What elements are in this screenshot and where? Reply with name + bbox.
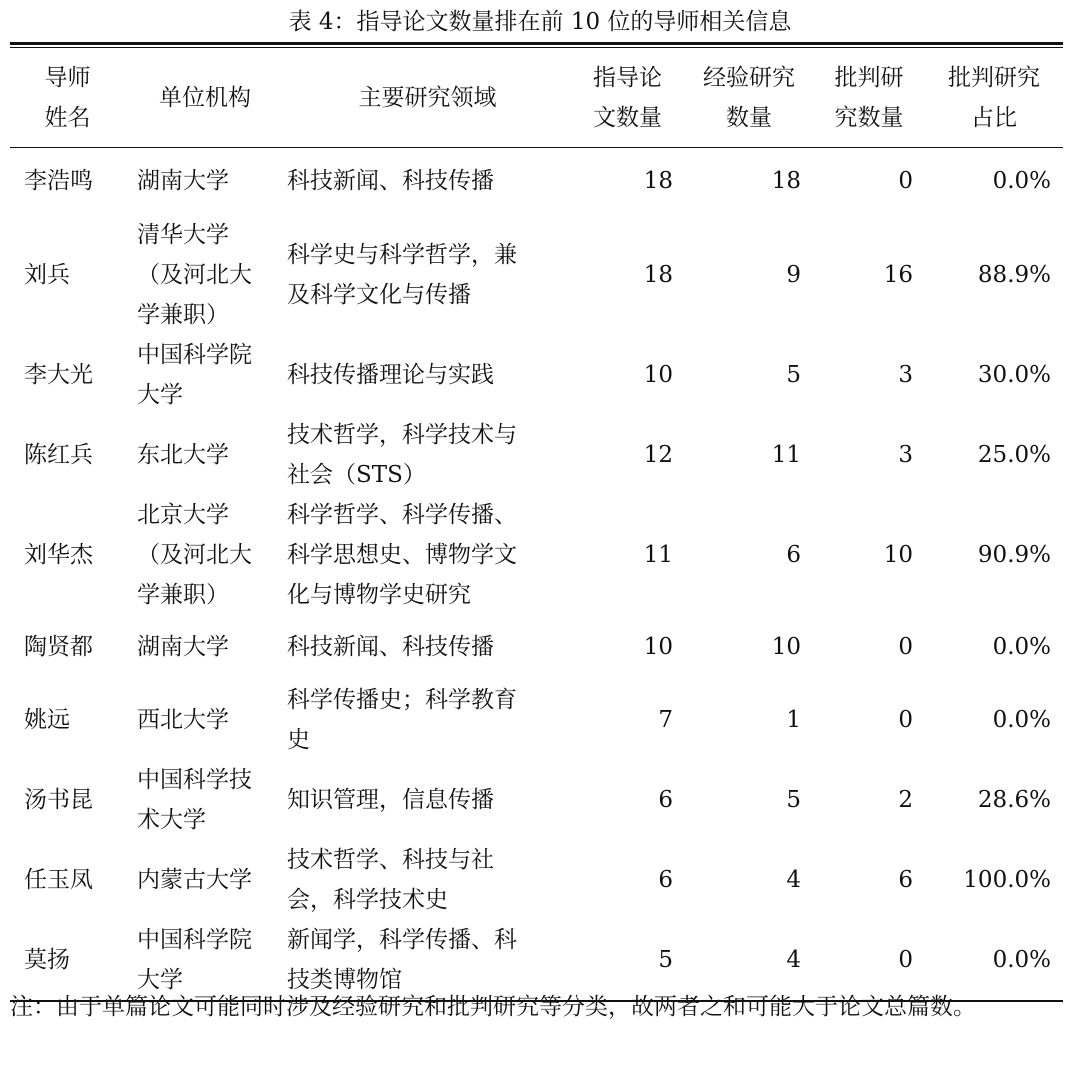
research-field: 科学哲学、科学传播、科学思想史、博物学文化与博物学史研究 — [287, 501, 517, 608]
institution: 中国科学院大学 — [137, 926, 252, 993]
table-row — [10, 215, 1063, 335]
table-title: 表 4：指导论文数量排在前 10 位的导师相关信息 — [288, 9, 792, 35]
research-field: 知识管理，信息传播 — [287, 786, 494, 813]
header-ratio: 批判研究占比 — [947, 64, 1040, 131]
critical-count: 10 — [883, 541, 913, 568]
table-row — [10, 680, 1063, 760]
paper-count: 7 — [658, 706, 673, 733]
advisor-name: 陶贤都 — [24, 634, 93, 660]
critical-ratio: 30.0% — [977, 361, 1051, 388]
institution: 东北大学 — [137, 441, 229, 468]
critical-ratio: 0.0% — [992, 946, 1051, 973]
paper-count: 12 — [643, 441, 673, 468]
advisor-name: 刘华杰 — [24, 541, 93, 568]
empirical-count: 10 — [771, 634, 801, 660]
header-unit: 单位机构 — [159, 84, 251, 111]
critical-count: 0 — [898, 946, 913, 973]
critical-ratio: 0.0% — [992, 168, 1051, 195]
paper-count: 10 — [643, 361, 673, 388]
critical-count: 16 — [883, 261, 913, 288]
empirical-count: 6 — [786, 541, 801, 568]
research-field: 科技新闻、科技传播 — [287, 168, 494, 195]
advisor-name: 李浩鸣 — [24, 168, 93, 195]
table-row — [10, 148, 1063, 215]
paper-count: 10 — [643, 634, 673, 660]
research-field: 技术哲学，科学技术与社会（STS） — [287, 421, 517, 488]
empirical-count: 9 — [786, 261, 801, 288]
table-row — [10, 335, 1063, 415]
critical-ratio: 88.9% — [977, 261, 1051, 288]
advisor-name: 莫扬 — [24, 946, 70, 973]
critical-ratio: 0.0% — [992, 706, 1051, 733]
advisor-name: 姚远 — [24, 706, 70, 733]
institution: 西北大学 — [137, 706, 229, 733]
advisor-name: 李大光 — [24, 361, 93, 388]
header-field: 主要研究领域 — [358, 84, 497, 111]
empirical-count: 4 — [786, 946, 801, 973]
paper-count: 6 — [658, 866, 673, 893]
institution: 清华大学（及河北大学兼职） — [137, 221, 252, 328]
critical-ratio: 0.0% — [992, 634, 1051, 660]
institution: 湖南大学 — [137, 634, 229, 660]
research-field: 科技传播理论与实践 — [287, 361, 494, 388]
research-field: 新闻学，科学传播、科技类博物馆 — [287, 926, 517, 993]
paper-count: 18 — [643, 168, 673, 195]
critical-ratio: 100.0% — [963, 866, 1051, 893]
top-rule — [10, 42, 1063, 45]
paper-count: 11 — [643, 541, 673, 568]
table-row — [10, 615, 1063, 680]
critical-count: 0 — [898, 168, 913, 195]
institution: 内蒙古大学 — [137, 866, 252, 893]
research-field: 科学传播史；科学教育史 — [287, 686, 517, 753]
critical-count: 2 — [898, 786, 913, 813]
empirical-count: 5 — [786, 361, 801, 388]
table-row — [10, 840, 1063, 920]
critical-ratio: 90.9% — [977, 541, 1051, 568]
table-row — [10, 760, 1063, 840]
critical-ratio: 28.6% — [977, 786, 1051, 813]
empirical-count: 4 — [786, 866, 801, 893]
research-field: 技术哲学、科技与社会，科学技术史 — [287, 846, 494, 913]
header-papers: 指导论文数量 — [592, 64, 662, 131]
table-row — [10, 495, 1063, 615]
header-critical: 批判研究数量 — [834, 64, 904, 131]
critical-count: 0 — [898, 634, 913, 660]
empirical-count: 1 — [786, 706, 801, 733]
critical-count: 0 — [898, 706, 913, 733]
table-row — [10, 415, 1063, 495]
paper-count: 6 — [658, 786, 673, 813]
paper-count: 18 — [643, 261, 673, 288]
research-field: 科学史与科学哲学，兼及科学文化与传播 — [287, 241, 517, 308]
advisor-name: 任玉凤 — [24, 866, 93, 893]
advisor-name: 刘兵 — [24, 261, 70, 288]
empirical-count: 18 — [771, 168, 801, 195]
advisor-table — [10, 48, 1063, 1002]
advisor-name: 汤书昆 — [24, 786, 93, 813]
institution: 中国科学技术大学 — [137, 766, 252, 833]
institution: 湖南大学 — [137, 168, 229, 195]
header-row — [10, 48, 1063, 148]
empirical-count: 5 — [786, 786, 801, 813]
empirical-count: 11 — [771, 441, 801, 468]
research-field: 科技新闻、科技传播 — [287, 634, 494, 660]
critical-ratio: 25.0% — [977, 441, 1051, 468]
header-empirical: 经验研究数量 — [702, 64, 795, 131]
header-name: 导师姓名 — [44, 64, 91, 131]
table-note: 注：由于单篇论文可能同时涉及经验研究和批判研究等分类，故两者之和可能大于论文总篇数。 — [10, 994, 976, 1020]
advisor-name: 陈红兵 — [24, 441, 93, 468]
critical-count: 3 — [898, 361, 913, 388]
institution: 北京大学（及河北大学兼职） — [137, 501, 252, 608]
institution: 中国科学院大学 — [137, 341, 252, 408]
paper-count: 5 — [658, 946, 673, 973]
critical-count: 6 — [898, 866, 913, 893]
critical-count: 3 — [898, 441, 913, 468]
